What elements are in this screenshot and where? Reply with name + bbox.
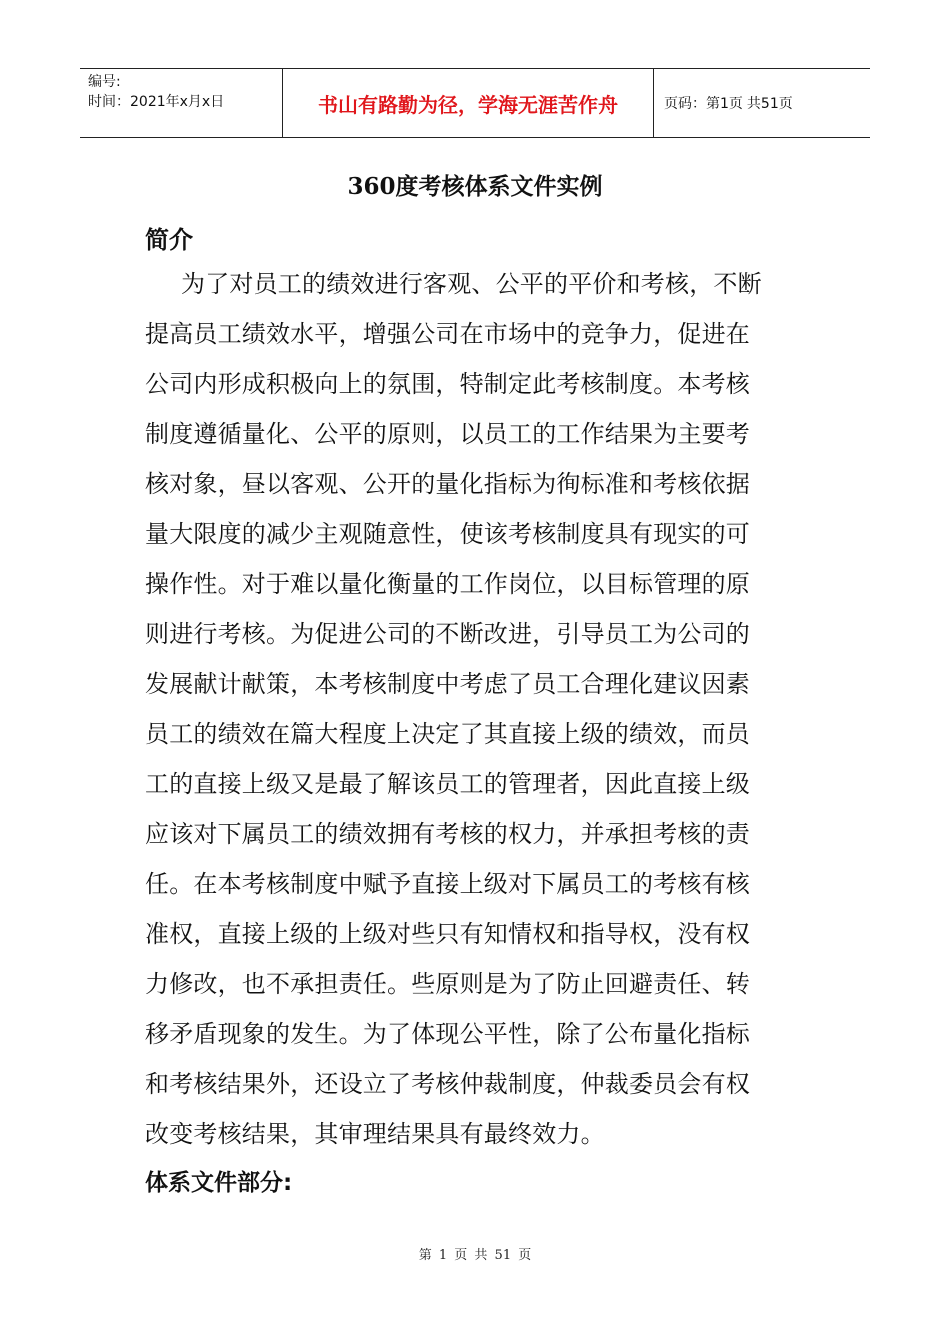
paragraph-line: 发展献计献策，本考核制度中考虑了员工合理化建议因素 — [145, 670, 750, 698]
system-docs-heading: 体系文件部分: — [145, 1170, 293, 1196]
header-table — [80, 68, 870, 138]
paragraph-line: 员工的绩效在篇大程度上决定了其直接上级的绩效，而员 — [145, 720, 750, 748]
header-meta — [80, 69, 282, 137]
page-number-label: 页码：第1页 — [664, 96, 743, 112]
paragraph-line: 和考核结果外，还设立了考核仲裁制度，仲裁委员会有权 — [145, 1070, 750, 1098]
paragraph-line: 提高员工绩效水平，增强公司在市场中的竞争力，促进在 — [145, 320, 750, 348]
paragraph-line: 改变考核结果，其审理结果具有最终效力。 — [145, 1120, 605, 1148]
document-time-label: 时间：2021年x月x日 — [88, 94, 225, 110]
document-title: 360度考核体系文件实例 — [347, 173, 603, 200]
total-pages-label: 共51页 — [746, 96, 793, 112]
paragraph-line: 核对象，昼以客观、公开的量化指标为徇标准和考核依据 — [145, 470, 750, 498]
intro-paragraph — [145, 266, 815, 1166]
header-motto: 书山有路勤为径，学海无涯苦作舟 — [282, 69, 654, 137]
paragraph-line: 为了对员工的绩效进行客观、公平的平价和考核，不断 — [181, 270, 762, 298]
paragraph-line: 制度遵循量化、公平的原则，以员工的工作结果为主要考 — [145, 420, 750, 448]
intro-heading: 简介 — [145, 226, 193, 254]
paragraph-line: 任。在本考核制度中赋予直接上级对下属员工的考核有核 — [145, 870, 750, 898]
paragraph-line: 准权，直接上级的上级对些只有知情权和指导权，没有权 — [145, 920, 750, 948]
paragraph-line: 操作性。对于难以量化衡量的工作岗位，以目标管理的原 — [145, 570, 750, 598]
paragraph-line: 公司内形成积极向上的氛围，特制定此考核制度。本考核 — [145, 370, 750, 398]
paragraph-line: 则进行考核。为促进公司的不断改进，引导员工为公司的 — [145, 620, 750, 648]
paragraph-line: 力修改，也不承担责任。些原则是为了防止回避责任、转 — [145, 970, 750, 998]
paragraph-line: 移矛盾现象的发生。为了体现公平性，除了公布量化指标 — [145, 1020, 750, 1048]
paragraph-line: 应该对下属员工的绩效拥有考核的权力，并承担考核的责 — [145, 820, 750, 848]
document-number-label: 编号: — [88, 74, 121, 90]
page-footer: 第 1 页 共 51 页 — [418, 1248, 532, 1263]
paragraph-line: 量大限度的减少主观随意性，使该考核制度具有现实的可 — [145, 520, 750, 548]
paragraph-line: 工的直接上级又是最了解该员工的管理者，因此直接上级 — [145, 770, 750, 798]
header-page-info — [654, 69, 870, 137]
